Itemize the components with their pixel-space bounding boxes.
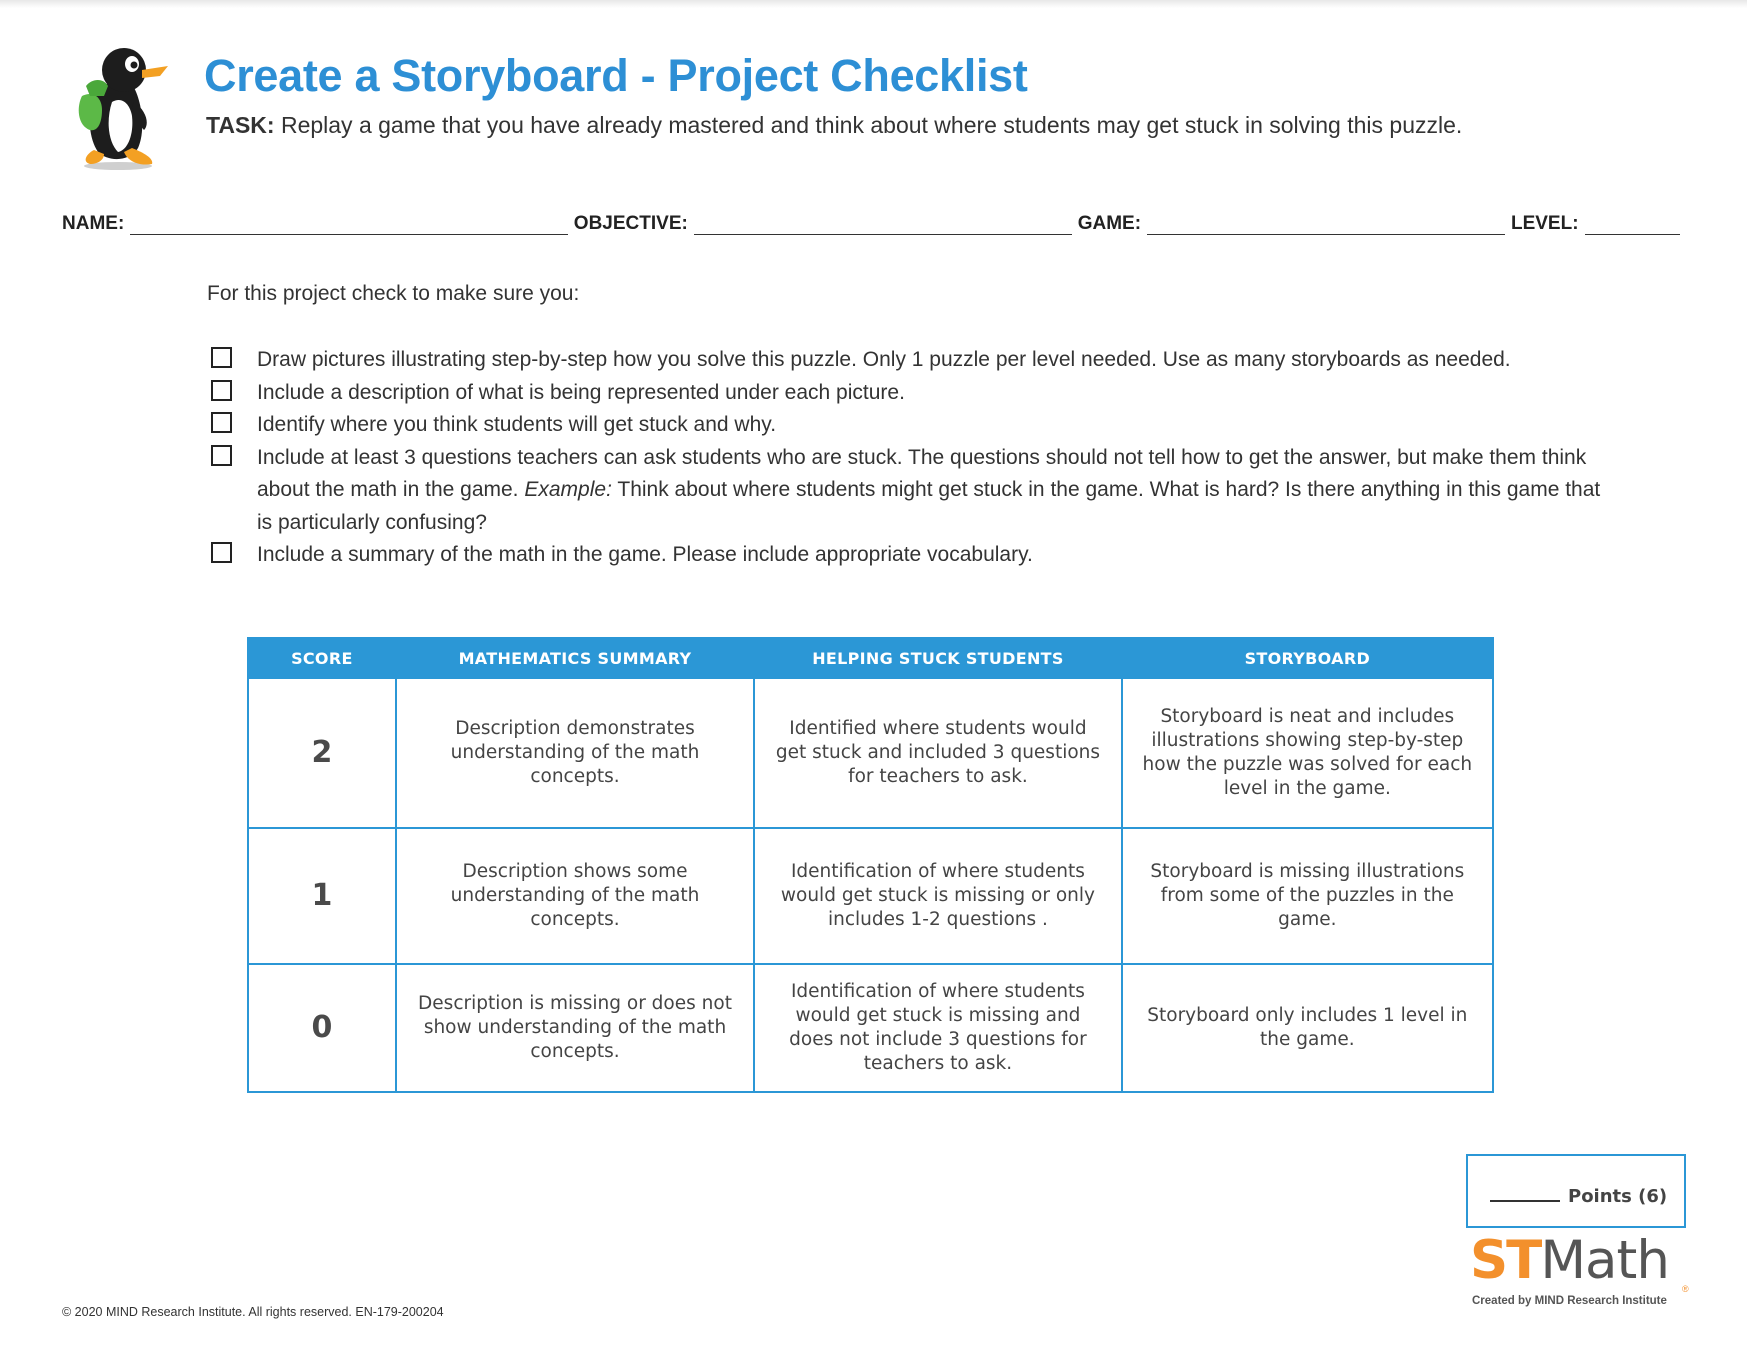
checklist-item-text: Include at least 3 questions teachers can ask students who are stuck. The questions should not tell how to get the answer, but make them think about the math in the game.: [257, 445, 1587, 501]
logo-st-text: ST: [1470, 1230, 1541, 1291]
example-text: Think about where students might get stuck in the game. What is hard? Is there anything in this game that is particularly confusing?: [257, 478, 1601, 534]
checkbox[interactable]: [211, 445, 232, 466]
page-title: Create a Storyboard - Project Checklist: [204, 50, 1028, 101]
project-checklist: [208, 344, 1608, 572]
level-field[interactable]: [1585, 214, 1680, 235]
st-math-logo: [1470, 1230, 1690, 1312]
objective-field[interactable]: [694, 214, 1072, 235]
logo-tagline: Created by MIND Research Institute: [1472, 1295, 1667, 1307]
penguin-mascot-icon: [68, 44, 174, 172]
copyright-footer: © 2020 MIND Research Institute. All rights reserved. EN-179-200204: [62, 1305, 444, 1319]
score-cell: 1: [248, 828, 396, 964]
math-summary-cell: Description shows some understanding of the math concepts.: [396, 828, 754, 964]
points-label: Points (6): [1568, 1186, 1668, 1207]
objective-label: OBJECTIVE:: [573, 213, 688, 234]
checklist-item-text: Draw pictures illustrating step-by-step how you solve this puzzle. Only 1 puzzle per level needed. Use as many storyboards as needed.: [257, 348, 1511, 371]
task-label: TASK:: [206, 112, 275, 138]
helping-cell: Identification of where students would get stuck is missing and does not include 3 questions for teachers to ask.: [754, 964, 1121, 1092]
checkbox[interactable]: [211, 542, 232, 563]
page-top-shadow: [0, 0, 1747, 8]
checklist-item: [208, 442, 1608, 540]
column-header-mathematics-summary: MATHEMATICS SUMMARY: [396, 638, 754, 678]
table-row: [248, 828, 1493, 964]
storyboard-cell: Storyboard is missing illustrations from some of the puzzles in the game.: [1122, 828, 1493, 964]
math-summary-cell: Description is missing or does not show understanding of the math concepts.: [396, 964, 754, 1092]
table-row: [248, 964, 1493, 1092]
storyboard-cell: Storyboard only includes 1 level in the game.: [1122, 964, 1493, 1092]
table-row: [248, 678, 1493, 828]
checklist-item: [208, 377, 1608, 410]
helping-cell: Identification of where students would get stuck is missing or only includes 1-2 questions .: [754, 828, 1121, 964]
student-info-fields: [62, 205, 1686, 235]
points-field[interactable]: [1490, 1200, 1560, 1202]
score-cell: 0: [248, 964, 396, 1092]
game-field[interactable]: [1147, 214, 1505, 235]
checkbox[interactable]: [211, 380, 232, 401]
column-header-score: SCORE: [248, 638, 396, 678]
storyboard-cell: Storyboard is neat and includes illustrations showing step-by-step how the puzzle was solved for each level in the game.: [1122, 678, 1493, 828]
checklist-item: [208, 539, 1608, 572]
score-cell: 2: [248, 678, 396, 828]
logo-trademark: ®: [1682, 1284, 1689, 1294]
task-statement: [206, 112, 1462, 139]
math-summary-cell: Description demonstrates understanding of the math concepts.: [396, 678, 754, 828]
name-field[interactable]: [130, 214, 568, 235]
checklist-intro: For this project check to make sure you:: [207, 282, 580, 305]
level-label: LEVEL:: [1510, 213, 1579, 234]
checklist-item-text: Include a description of what is being represented under each picture.: [257, 380, 905, 404]
checkbox[interactable]: [211, 347, 232, 368]
example-label: Example:: [524, 478, 612, 501]
checklist-item: [208, 344, 1608, 377]
checklist-item-text: Include a summary of the math in the game. Please include appropriate vocabulary.: [257, 543, 1033, 566]
column-header-storyboard: STORYBOARD: [1122, 638, 1493, 678]
checkbox[interactable]: [211, 412, 232, 433]
name-label: NAME:: [62, 213, 125, 234]
game-label: GAME:: [1077, 213, 1142, 234]
points-box: [1466, 1154, 1686, 1228]
checklist-item: [208, 409, 1608, 442]
helping-cell: Identified where students would get stuck and included 3 questions for teachers to ask.: [754, 678, 1121, 828]
table-header-row: [248, 638, 1493, 678]
checklist-item-text: Identify where you think students will get stuck and why.: [257, 413, 777, 436]
scoring-rubric-table: [247, 637, 1494, 1093]
task-text: Replay a game that you have already mastered and think about where students may get stuck in solving this puzzle.: [280, 112, 1463, 138]
logo-math-text: Math: [1540, 1230, 1669, 1291]
column-header-helping-stuck-students: HELPING STUCK STUDENTS: [754, 638, 1121, 678]
